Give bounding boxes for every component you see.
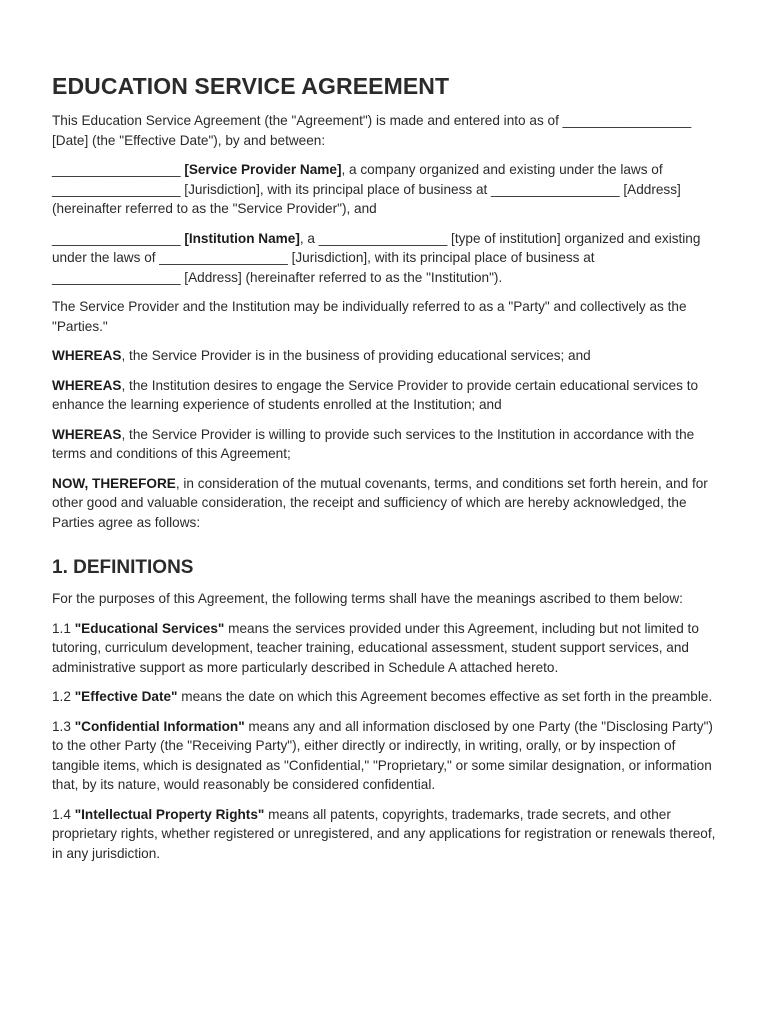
definition-number: 1.2 bbox=[52, 689, 75, 704]
definitions-intro: For the purposes of this Agreement, the following terms shall have the meanings ascribed to them below: bbox=[52, 591, 683, 606]
definition-term: "Effective Date" bbox=[74, 689, 178, 704]
definition-text: means all patents, copyrights, trademarks, trade secrets, and other proprietary rights, whether registered or unregistered, and any applications for registration or renewals thereof, in any jurisdiction. bbox=[52, 806, 716, 861]
definition-number: 1.3 bbox=[52, 718, 75, 734]
definition-1-4 bbox=[52, 805, 718, 864]
institution-paragraph bbox=[52, 229, 718, 288]
section-heading-definitions: 1. DEFINITIONS bbox=[52, 557, 194, 578]
institution-blank: _________________ bbox=[52, 230, 185, 246]
definition-1-1 bbox=[52, 619, 718, 678]
definition-number: 1.1 bbox=[52, 620, 75, 636]
definition-1-3 bbox=[52, 717, 718, 795]
now-therefore-text: , in consideration of the mutual covenants, terms, and conditions set forth herein, and for other good and valuable consideration, the receipt and sufficiency of which are hereby acknowledged, the Parties agree as follows: bbox=[52, 475, 708, 530]
now-therefore-lead: NOW, THEREFORE bbox=[52, 475, 176, 491]
definition-text: means any and all information disclosed by one Party (the "Disclosing Party") to the other Party (the "Receiving Party"), either directly or indirectly, in writing, orally, or by inspection of tangible items, which is designated as "Confidential," "Proprietary," or some similar designation, or information that, by its nature, would reasonably be considered confidential. bbox=[52, 718, 713, 792]
provider-blank: _________________ bbox=[52, 162, 185, 177]
whereas-lead: WHEREAS bbox=[52, 426, 122, 442]
definition-term: "Educational Services" bbox=[74, 620, 225, 636]
whereas-text: , the Institution desires to engage the Service Provider to provide certain educational services to enhance the learning experience of students enrolled at the Institution; and bbox=[52, 377, 699, 412]
whereas-clause-1 bbox=[52, 346, 718, 366]
provider-name-label: [Service Provider Name] bbox=[184, 162, 342, 177]
whereas-clause-3 bbox=[52, 425, 718, 464]
whereas-text: , the Service Provider is in the business of providing educational services; and bbox=[121, 348, 591, 363]
definition-1-2 bbox=[52, 687, 718, 707]
provider-text: , a company organized and existing under the laws of _________________ [Jurisdiction], with its principal place of business at _________________ [Address] (hereinafter referred to as the "Service Provider"), and bbox=[52, 162, 681, 216]
definition-text: means the services provided under this Agreement, including but not limited to tutoring, curriculum development, teacher training, educational assessment, student support services, and administrative support as more particularly described in Schedule A attached hereto. bbox=[52, 620, 699, 675]
institution-text: , a _________________ [type of institution] organized and existing under the laws of _________________ [Jurisdiction], with its principal place of business at _________________ [Address] (hereinafter referred to as the "Institution"). bbox=[52, 230, 701, 285]
parties-paragraph: The Service Provider and the Institution may be individually referred to as a "Party" and collectively as the "Parties." bbox=[52, 299, 687, 334]
now-therefore-clause bbox=[52, 474, 718, 533]
whereas-clause-2 bbox=[52, 376, 718, 415]
whereas-text: , the Service Provider is willing to provide such services to the Institution in accordance with the terms and conditions of this Agreement; bbox=[52, 426, 695, 461]
institution-name-label: [Institution Name] bbox=[184, 230, 300, 246]
definition-term: "Intellectual Property Rights" bbox=[74, 806, 265, 822]
definition-term: "Confidential Information" bbox=[74, 718, 245, 734]
whereas-lead: WHEREAS bbox=[52, 377, 122, 393]
service-provider-paragraph bbox=[52, 160, 718, 219]
document-title: EDUCATION SERVICE AGREEMENT bbox=[52, 73, 450, 99]
intro-paragraph: This Education Service Agreement (the "Agreement") is made and entered into as of _________________ [Date] (the "Effective Date"), by and between: bbox=[52, 113, 692, 148]
whereas-lead: WHEREAS bbox=[52, 348, 122, 363]
definition-text: means the date on which this Agreement becomes effective as set forth in the preamble. bbox=[177, 689, 713, 704]
definition-number: 1.4 bbox=[52, 806, 75, 822]
